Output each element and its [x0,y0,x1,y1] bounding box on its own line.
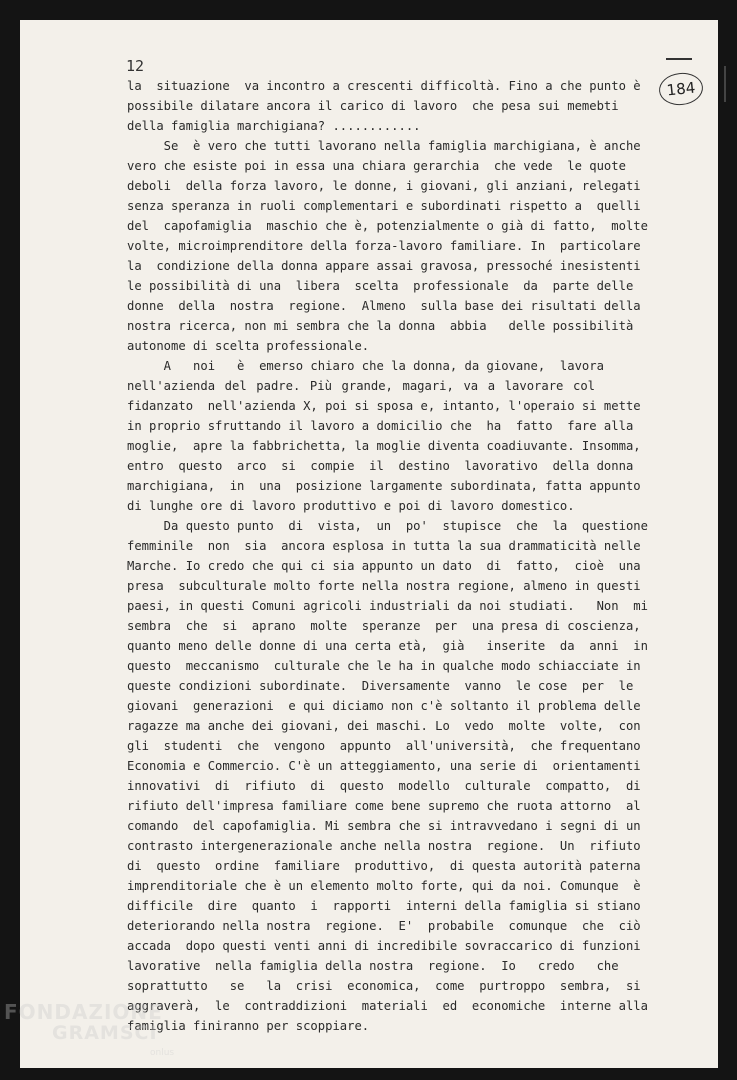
text-line: in proprio sfruttando il lavoro a domicilio che ha fatto fare alla [127,419,634,433]
text-line: difficile dire quanto i rapporti interni della famiglia si stiano [127,899,641,913]
text-line: moglie, apre la fabbrichetta, la moglie diventa coadiuvante. Insomma, [127,439,641,453]
text-line: ragazze ma anche dei giovani, dei maschi. Lo vedo molte volte, con [127,719,641,733]
text-line: sembra che si aprano molte speranze per una presa di coscienza, [127,619,641,633]
text-line: aggraverà, le contraddizioni materiali ed economiche interne alla [127,999,648,1013]
text-line: quanto meno delle donne di una certa età, già inserite da anni in [127,639,648,653]
text-line: comando del capofamiglia. Mi sembra che si intravvedano i segni di un [127,819,641,833]
document-body-text [127,76,648,1036]
text-line: deboli della forza lavoro, le donne, i giovani, gli anziani, relegati [127,179,641,193]
text-line: contrasto intergenerazionale anche nella nostra regione. Un rifiuto [127,839,641,853]
text-line: senza speranza in ruoli complementari e subordinati rispetto a quelli [127,199,641,213]
pencil-mark [666,58,692,60]
text-line: autonome di scelta professionale. [127,339,370,353]
text-line: Se è vero che tutti lavorano nella famiglia marchigiana, è anche [127,139,641,153]
text-line: marchigiana, in una posizione largamente subordinata, fatta appunto [127,479,641,493]
text-line: soprattutto se la crisi economica, come purtroppo sembra, si [127,979,641,993]
text-line: famiglia finiranno per scoppiare. [127,1019,370,1033]
text-line: del capofamiglia maschio che è, potenzialmente o già di fatto, molte [127,219,648,233]
text-line: entro questo arco si compie il destino lavorativo della donna [127,459,634,473]
text-line: nell'azienda del padre. Più grande, magari, va a lavorare col [127,379,595,393]
watermark-logo [4,1000,175,1058]
text-line: gli studenti che vengono appunto all'università, che frequentano [127,739,641,753]
text-line: la situazione va incontro a crescenti difficoltà. Fino a che punto è [127,79,641,93]
text-line: rifiuto dell'impresa familiare come bene supremo che ruota attorno al [127,799,641,813]
text-line: imprenditoriale che è un elemento molto forte, qui da noi. Comunque è [127,879,641,893]
watermark-line-1: FONDAZIONE [4,1000,163,1024]
text-line: di lunghe ore di lavoro produttivo e poi di lavoro domestico. [127,499,575,513]
text-line: Marche. Io credo che qui ci sia appunto un dato di fatto, cioè una [127,559,641,573]
text-line: la condizione della donna appare assai gravosa, pressoché inesistenti [127,259,641,273]
text-line: di questo ordine familiare produttivo, di questa autorità paterna [127,859,641,873]
watermark-line-2: GRAMSCI [52,1022,158,1044]
text-line: della famiglia marchigiana? ............ [127,119,421,133]
text-line: accada dopo questi venti anni di incredibile sovraccarico di funzioni [127,939,641,953]
text-line: giovani generazioni e qui diciamo non c'è soltanto il problema delle [127,699,641,713]
text-line: queste condizioni subordinate. Diversamente vanno le cose per le [127,679,634,693]
text-line: vero che esiste poi in essa una chiara gerarchia che vede le quote [127,159,626,173]
text-line: deteriorando nella nostra regione. E' probabile comunque che ciò [127,919,641,933]
text-line: donne della nostra regione. Almeno sulla base dei risultati della [127,299,641,313]
text-line: A noi è emerso chiaro che la donna, da giovane, lavora [127,359,604,373]
watermark-line-3: onlus [150,1048,175,1058]
text-line: Da questo punto di vista, un po' stupisce che la questione [127,519,648,533]
text-line: questo meccanismo culturale che le ha in qualche modo schiacciate in [127,659,641,673]
text-line: presa subculturale molto forte nella nostra regione, almeno in questi [127,579,641,593]
text-line: paesi, in questi Comuni agricoli industriali da noi studiati. Non mi [127,599,648,613]
text-line: fidanzato nell'azienda X, poi si sposa e, intanto, l'operaio si mette [127,399,641,413]
text-line: possibile dilatare ancora il carico di lavoro che pesa sui memebti [127,99,619,113]
text-line: le possibilità di una libera scelta professionale da parte delle [127,279,634,293]
archive-stamp-number: 184 [657,71,704,107]
text-line: femminile non sia ancora esplosa in tutta la sua drammaticità nelle [127,539,641,553]
text-line: innovativi di rifiuto di questo modello culturale compatto, di [127,779,641,793]
text-line: Economia e Commercio. C'è un atteggiamento, una serie di orientamenti [127,759,641,773]
text-line: lavorative nella famiglia della nostra regione. Io credo che [127,959,619,973]
pencil-mark-edge [724,66,726,102]
text-line: nostra ricerca, non mi sembra che la donna abbia delle possibilità [127,319,634,333]
page-number: 12 [126,57,145,75]
text-line: volte, microimprenditore della forza-lavoro familiare. In particolare [127,239,641,253]
